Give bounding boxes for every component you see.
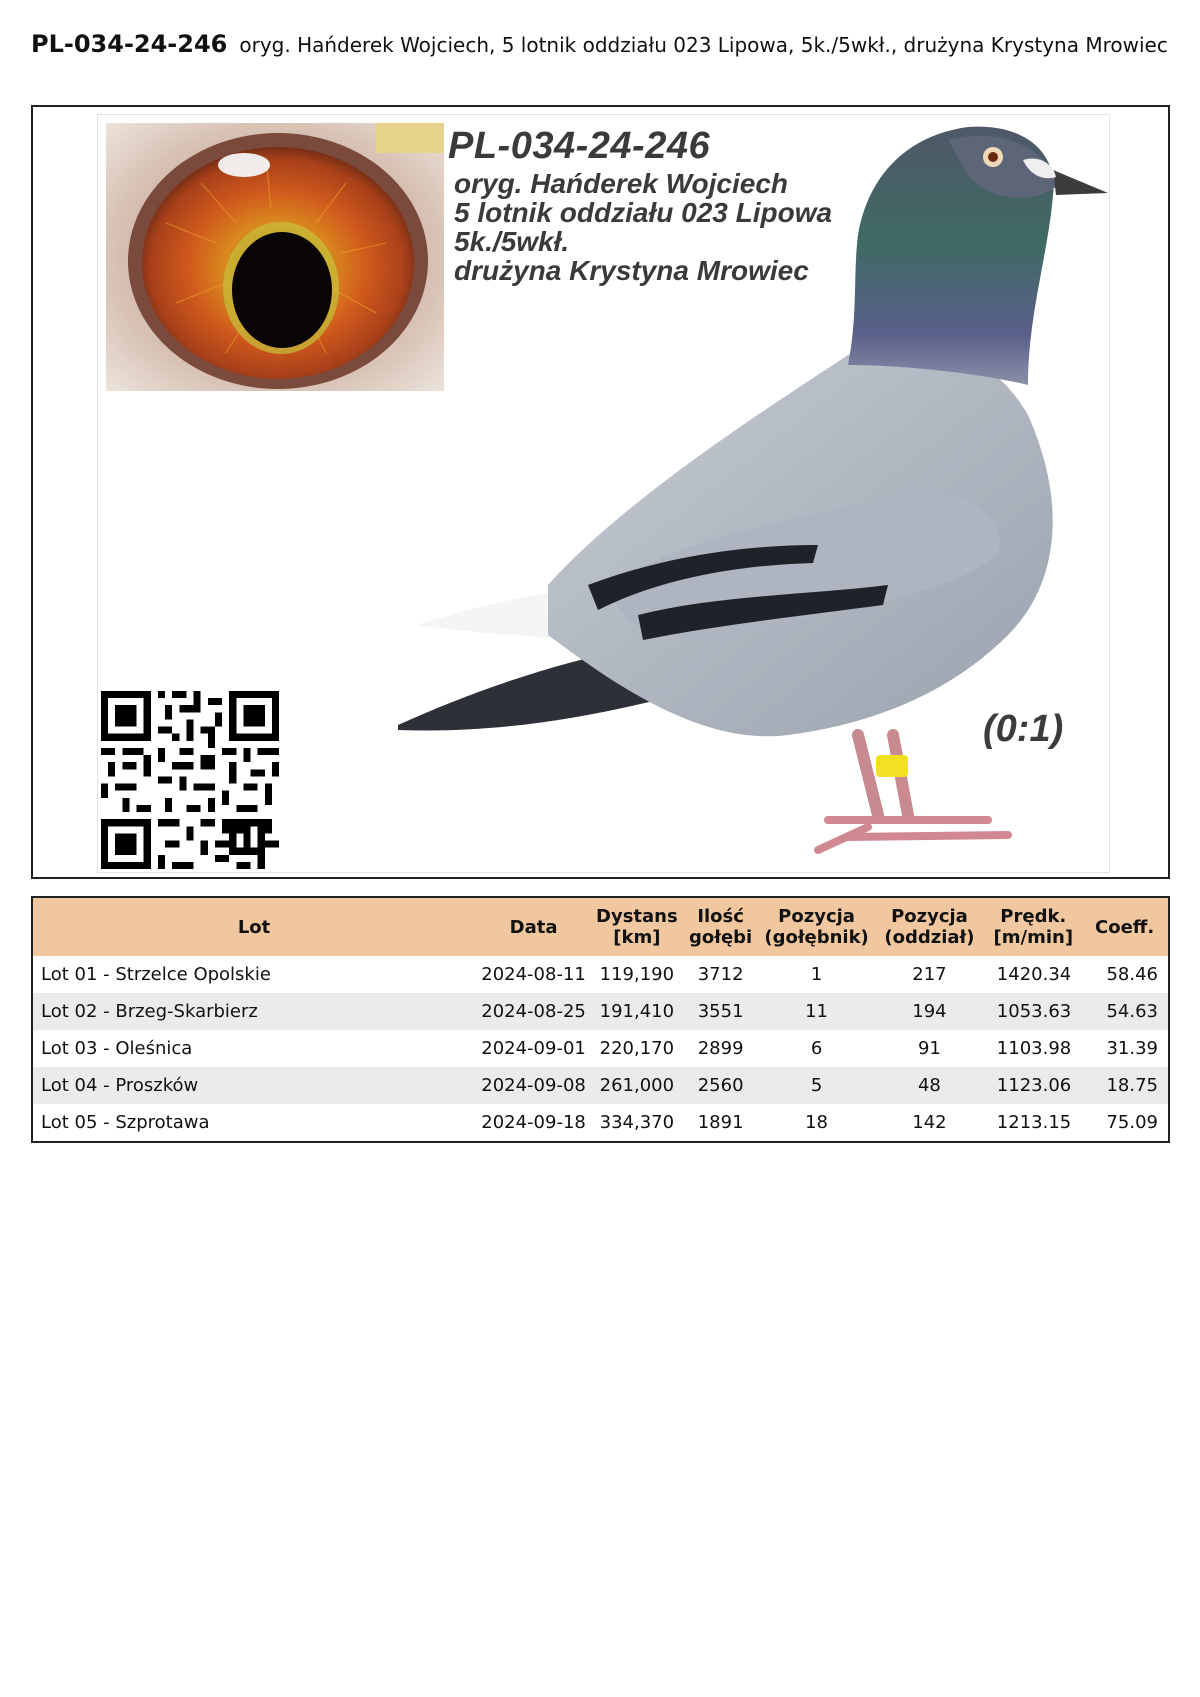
cell-ilosc: 3712 xyxy=(697,964,744,985)
cell-pozycja-oddzial: 142 xyxy=(912,1112,947,1133)
cell-pozycja-golebnik: 18 xyxy=(805,1112,829,1133)
cell-coeff: 54.63 xyxy=(1081,993,1169,1030)
cell-pozycja-golebnik: 5 xyxy=(760,1067,874,1104)
cell-ilosc: 3551 xyxy=(682,993,760,1030)
cell-data: 2024-08-25 xyxy=(475,993,592,1030)
cell-predkosc: 1053.63 xyxy=(985,993,1081,1030)
cell-pozycja-oddzial: 91 xyxy=(917,1038,941,1059)
col-header-ilosc: Ilość gołębi xyxy=(682,897,760,956)
table-row xyxy=(32,1030,1169,1067)
col-header-predkosc: Prędk. [m/min] xyxy=(985,897,1081,956)
photo-caption xyxy=(448,123,832,285)
col-header-pozycja-oddzial: Pozycja (oddział) xyxy=(874,897,986,956)
pigeon-photo-card xyxy=(97,114,1110,873)
ring-number: PL-034-24-246 xyxy=(31,30,228,58)
cell-dystans: 334,370 xyxy=(599,1112,675,1133)
cell-predkosc: 1420.34 xyxy=(996,964,1072,985)
cell-pozycja-golebnik: 1 xyxy=(810,964,823,985)
cell-pozycja-oddzial: 217 xyxy=(912,964,947,985)
pigeon-photo-frame xyxy=(31,105,1170,879)
col-header-pozycja-golebnik: Pozycja (gołębnik) xyxy=(760,897,874,956)
cell-pozycja-golebnik: 6 xyxy=(810,1038,823,1059)
cell-lot: Lot 04 - Proszków xyxy=(32,1067,475,1104)
page-header xyxy=(31,30,1171,60)
photo-team-line: drużyna Krystyna Mrowiec xyxy=(454,255,809,286)
cell-data: 2024-09-18 xyxy=(481,1112,586,1133)
pairing-ratio: (0:1) xyxy=(983,708,1064,750)
cell-dystans: 261,000 xyxy=(592,1067,682,1104)
cell-lot: Lot 03 - Oleśnica xyxy=(41,1038,193,1059)
cell-lot: Lot 05 - Szprotawa xyxy=(41,1112,210,1133)
cell-dystans: 119,190 xyxy=(599,964,675,985)
cell-coeff: 58.46 xyxy=(1106,964,1158,985)
cell-ilosc: 1891 xyxy=(697,1112,744,1133)
cell-predkosc: 1213.15 xyxy=(996,1112,1072,1133)
cell-pozycja-oddzial: 194 xyxy=(874,993,986,1030)
table-row xyxy=(32,1104,1169,1142)
cell-data: 2024-09-08 xyxy=(475,1067,592,1104)
cell-dystans: 191,410 xyxy=(592,993,682,1030)
table-row xyxy=(32,993,1169,1030)
cell-lot: Lot 02 - Brzeg-Skarbierz xyxy=(32,993,475,1030)
table-row xyxy=(32,956,1169,993)
photo-ring-number: PL-034-24-246 xyxy=(448,125,711,167)
table-row xyxy=(32,1067,1169,1104)
table-header-row xyxy=(32,897,1169,956)
cell-data: 2024-09-01 xyxy=(481,1038,586,1059)
cell-lot: Lot 01 - Strzelce Opolskie xyxy=(41,964,271,985)
cell-dystans: 220,170 xyxy=(599,1038,675,1059)
cell-pozycja-oddzial: 48 xyxy=(874,1067,986,1104)
photo-prizes-line: 5k./5wkł. xyxy=(454,226,570,257)
cell-coeff: 31.39 xyxy=(1106,1038,1158,1059)
cell-ilosc: 2899 xyxy=(697,1038,744,1059)
flight-results-table xyxy=(31,896,1170,1143)
pigeon-description: oryg. Hańderek Wojciech, 5 lotnik oddziału 023 Lipowa, 5k./5wkł., drużyna Krystyna Mrowiec xyxy=(239,33,1168,57)
cell-predkosc: 1123.06 xyxy=(985,1067,1081,1104)
col-header-dystans: Dystans [km] xyxy=(592,897,682,956)
cell-data: 2024-08-11 xyxy=(481,964,586,985)
col-header-data: Data xyxy=(475,897,592,956)
col-header-lot: Lot xyxy=(32,897,475,956)
cell-coeff: 18.75 xyxy=(1081,1067,1169,1104)
photo-breeder-line: oryg. Hańderek Wojciech xyxy=(454,168,789,199)
cell-predkosc: 1103.98 xyxy=(996,1038,1072,1059)
col-header-coeff: Coeff. xyxy=(1081,897,1169,956)
qr-code[interactable] xyxy=(101,691,279,869)
cell-pozycja-golebnik: 11 xyxy=(760,993,874,1030)
cell-ilosc: 2560 xyxy=(682,1067,760,1104)
cell-coeff: 75.09 xyxy=(1106,1112,1158,1133)
photo-result-line: 5 lotnik oddziału 023 Lipowa xyxy=(454,197,833,228)
